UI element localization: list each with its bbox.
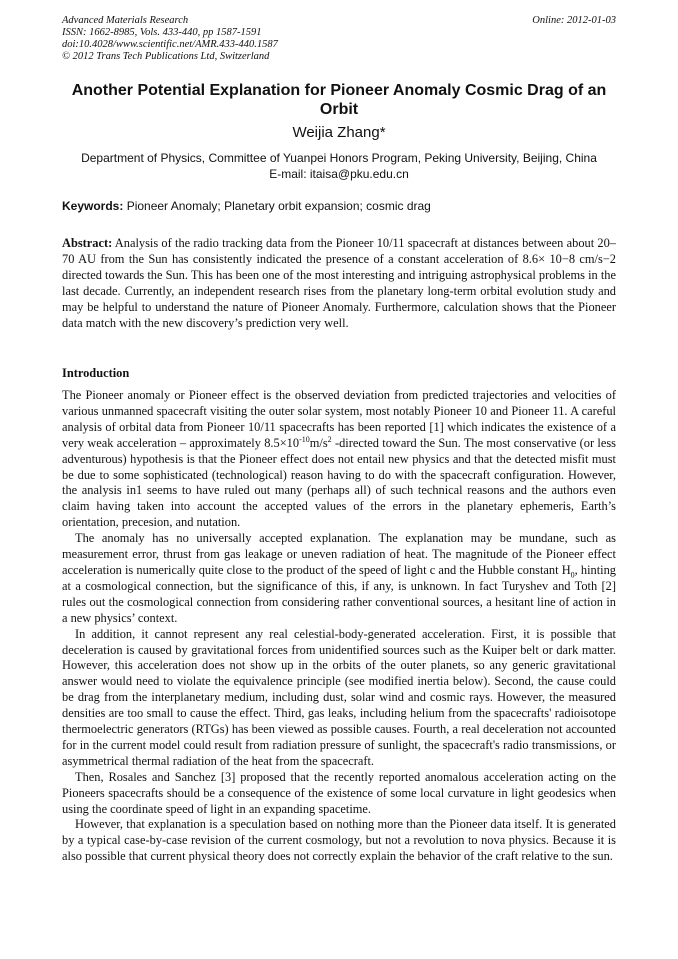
paper-title: Another Potential Explanation for Pioneer Anomaly Cosmic Drag of an Orbit	[71, 82, 607, 118]
journal-header	[62, 15, 616, 63]
abstract-label: Abstract:	[62, 236, 113, 250]
abstract	[62, 236, 616, 331]
section-heading-introduction: Introduction	[62, 366, 130, 380]
intro-p1-text-a: The Pioneer anomaly or Pioneer effect is the observed deviation from predicted trajectories and velocities of various unmanned spacecraft visiting the outer solar system, most notably Pioneer 10 and Pioneer 11. A careful analysis of orbital data from Pioneer 10/11 spacecrafts has been reported [1] which indicates the existence of a very weak acceleration – approximately 8.5×10	[62, 388, 616, 450]
intro-p2-subscript: 0	[570, 570, 575, 580]
intro-p2-text-a: The anomaly has no universally accepted explanation. The explanation may be mundane, such as measurement error, thrust from gas leakage or uneven radiation of heat. The magnitude of the Pioneer effect acceleration is numerically quite close to the product of the speed of light c and the Hubble constant H	[62, 531, 616, 577]
keywords-label: Keywords:	[62, 199, 124, 213]
journal-name: Advanced Materials Research	[62, 15, 189, 26]
online-date: Online: 2012-01-03	[532, 15, 616, 26]
author-email: E-mail: itaisa@pku.edu.cn	[269, 167, 409, 181]
intro-p1-unit-exponent: 2	[327, 434, 332, 444]
keywords-text: Pioneer Anomaly; Planetary orbit expansion; cosmic drag	[123, 199, 431, 213]
intro-p1-text-c: -directed toward the Sun. The most conservative (or less adventurous) hypothesis is that the Pioneer effect does not entail new physics and that the detected misfit must be due to some sophisticated (technological) reason having to do with the spacecraft configuration. However, the analysis in1 seems to have ruled out many (perhaps all) of such technical reasons and the authors even claim having taken into account the accepted values of the errors in the planetary ephemeris, Earth’s orientation, precesion, and nutation.	[62, 435, 616, 530]
journal-copyright: © 2012 Trans Tech Publications Ltd, Switzerland	[62, 51, 270, 62]
intro-paragraph-3: In addition, it cannot represent any real celestial-body-generated acceleration. First, it is possible that deceleration is caused by gravitational forces from unidentified sources such as the Kuiper belt or dark matter. However, this acceleration does not show up in the orbits of the outer planets, so any generic gravitational answer would need to violate the equivalence principle (see modified inertia below). Second, the cause could be drag from the interplanetary medium, including dust, solar wind and cosmic rays. However, the measured densities are too small to cause the effect. Third, gas leaks, including helium from the spacecrafts' radioisotope thermoelectric generators (RTGs) has been viewed as possible causes. Fourth, a real deceleration not accounted for in the current model could result from radiation pressure of sunlight, the spacecraft's radio transmissions, or asymmetrical thermal radiation of the heat from the spacecraft.	[62, 626, 616, 768]
affiliation-text: Department of Physics, Committee of Yuanpei Honors Program, Peking University, Beijing, China	[81, 151, 597, 165]
introduction-body	[62, 388, 616, 865]
paper-author: Weijia Zhang*	[292, 124, 386, 141]
intro-paragraph-5: However, that explanation is a speculation based on nothing more than the Pioneer data itself. It is generated by a typical case-by-case revision of the current cosmology, but not a revolution to nova physics. Because it is also possible that current physical theory does not correctly explain the behavior of the craft relative to the sun.	[62, 817, 616, 864]
intro-p1-unit: m/s	[309, 435, 328, 450]
author-affiliation	[62, 150, 616, 182]
intro-paragraph-1	[62, 388, 616, 531]
journal-issn: ISSN: 1662-8985, Vols. 433-440, pp 1587-1591	[62, 27, 262, 38]
intro-p1-exponent: -10	[299, 434, 310, 444]
abstract-text: Analysis of the radio tracking data from the Pioneer 10/11 spacecraft at distances between about 20–70 AU from the Sun has consistently indicated the presence of a constant acceleration of 8.6× 10−8 cm/s−2 directed towards the Sun. This has been one of the most interesting and intriguing astrophysical problems in the last decade. Currently, an independent research rises from the planetary long-term orbital evolution study and may be helpful to understand the nature of Pioneer Anomaly. Furthermore, calculation shows that the Pioneer data match with the new discovery’s prediction very well.	[62, 236, 616, 330]
intro-paragraph-4: Then, Rosales and Sanchez [3] proposed that the recently reported anomalous acceleration acting on the Pioneers spacecrafts should be a consequence of the existence of some local curvature in light geodesics when using the coordinate speed of light in an expanding spacetime.	[62, 769, 616, 816]
intro-p2-text-b: , hinting at a cosmological connection, but the significance of this, if any, is unknown. In fact Turyshev and Toth [2] rules out the cosmological connection from considering rather conventional sources, a hesitant line of action in a new physics’ context.	[62, 562, 616, 625]
journal-doi: doi:10.4028/www.scientific.net/AMR.433-440.1587	[62, 39, 278, 50]
intro-paragraph-2	[62, 531, 616, 626]
keywords	[62, 199, 616, 214]
